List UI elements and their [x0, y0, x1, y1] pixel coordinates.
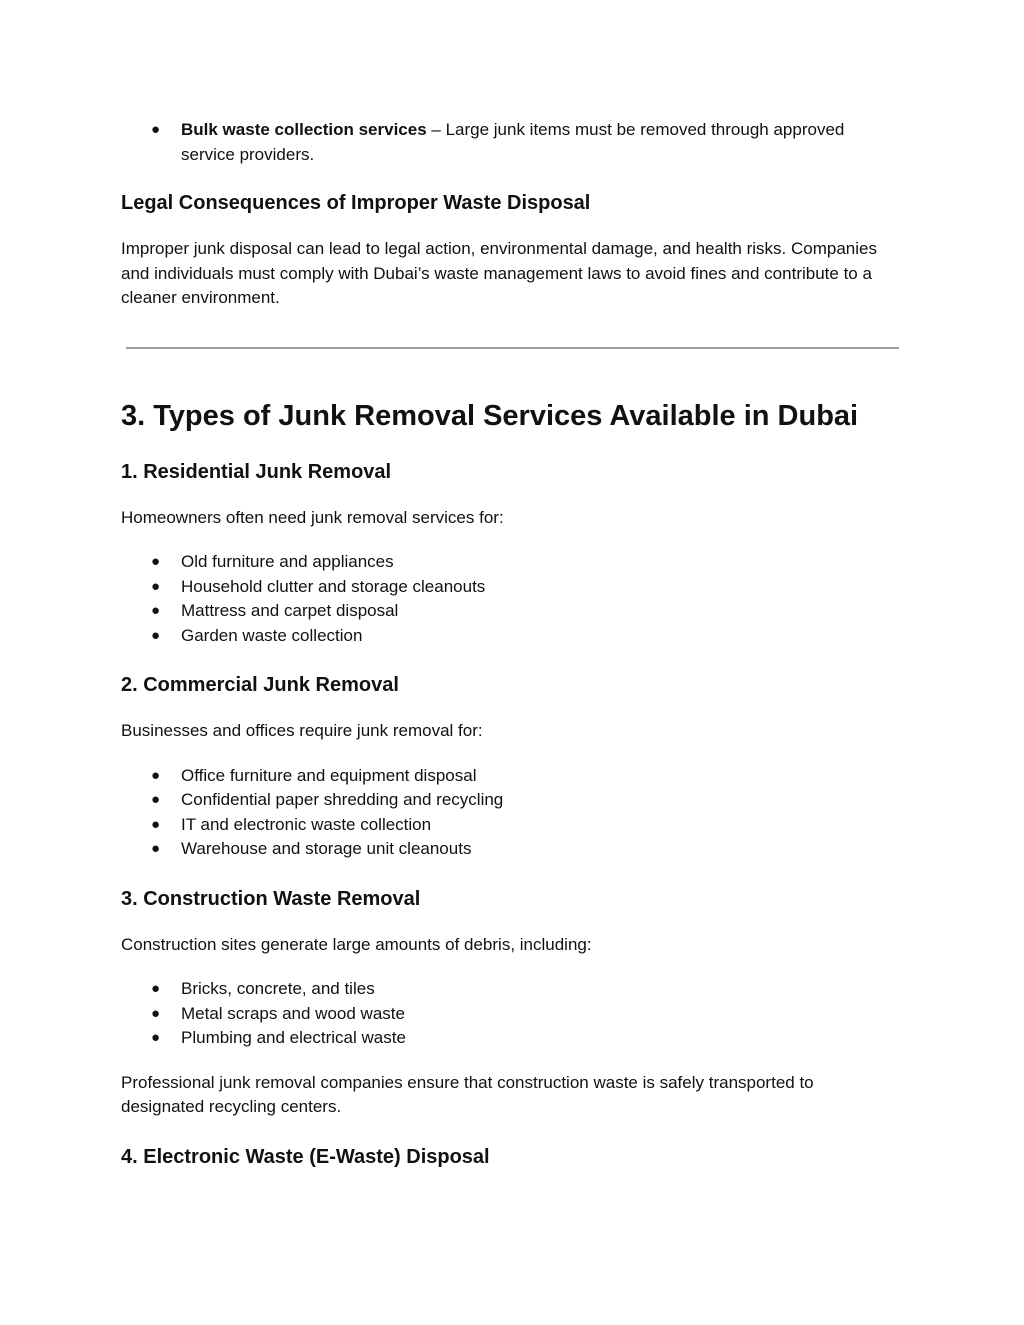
bullet-bold-text: Bulk waste collection services [181, 120, 427, 139]
list-item-text: Garden waste collection [181, 625, 363, 645]
residential-list [121, 550, 901, 648]
bullet-icon: ● [151, 602, 161, 619]
list-item-text: Plumbing and electrical waste [181, 1028, 406, 1047]
bullet-icon: ● [151, 626, 161, 644]
list-item [121, 1026, 901, 1051]
bullet-icon: ● [151, 577, 161, 595]
list-item-text: Household clutter and storage cleanouts [181, 576, 486, 596]
document-page [121, 118, 901, 1170]
section-title: 3. Types of Junk Removal Services Available in Dubai [121, 399, 859, 432]
list-item [121, 1002, 901, 1027]
commercial-heading: 2. Commercial Junk Removal [121, 674, 399, 696]
list-item-text: Confidential paper shredding and recycling [181, 790, 504, 809]
construction-list [121, 977, 901, 1051]
construction-outro: Professional junk removal companies ensure that construction waste is safely transported to designated recycling centers. [121, 1072, 814, 1116]
list-item-text: Mattress and carpet disposal [181, 601, 399, 620]
bullet-icon: ● [151, 840, 161, 857]
list-item [121, 624, 901, 649]
list-item [121, 788, 901, 813]
bullet-icon: ● [151, 791, 161, 808]
bullet-icon: ● [151, 121, 161, 138]
construction-heading: 3. Construction Waste Removal [121, 887, 421, 910]
residential-intro: Homeowners often need junk removal services for: [121, 507, 504, 527]
list-item-text: Old furniture and appliances [181, 552, 394, 571]
bullet-icon: ● [151, 553, 161, 570]
list-item [121, 575, 901, 600]
residential-heading: 1. Residential Junk Removal [121, 460, 392, 483]
ewaste-heading: 4. Electronic Waste (E-Waste) Disposal [121, 1145, 490, 1168]
bullet-icon: ● [151, 1029, 161, 1046]
list-item-text: Bricks, concrete, and tiles [181, 979, 375, 998]
bullet-icon: ● [151, 980, 161, 997]
bullet-text: – Large junk items must be removed through approved service providers. [181, 120, 845, 164]
bullet-icon: ● [151, 815, 161, 833]
list-item [121, 977, 901, 1002]
bullet-icon: ● [151, 1004, 161, 1022]
list-item-text: Warehouse and storage unit cleanouts [181, 839, 472, 858]
list-item [121, 813, 901, 838]
list-item [121, 599, 901, 624]
list-item-text: IT and electronic waste collection [181, 814, 432, 834]
legal-paragraph: Improper junk disposal can lead to legal action, environmental damage, and health risks. Companies and individuals must comply with Dubai’s waste management laws to avoid fines and contribute to a cleaner environment. [121, 239, 877, 307]
commercial-list [121, 764, 901, 862]
construction-intro: Construction sites generate large amounts of debris, including: [121, 934, 592, 954]
list-item [121, 837, 901, 862]
list-item [121, 550, 901, 575]
horizontal-divider [126, 347, 899, 349]
list-item-text: Metal scraps and wood waste [181, 1003, 405, 1023]
top-bullet-list [121, 118, 901, 167]
list-item [121, 764, 901, 789]
legal-heading: Legal Consequences of Improper Waste Disposal [121, 192, 591, 214]
list-item [121, 118, 901, 167]
bullet-icon: ● [151, 766, 161, 784]
commercial-intro: Businesses and offices require junk removal for: [121, 721, 483, 740]
list-item-text: Office furniture and equipment disposal [181, 765, 477, 785]
